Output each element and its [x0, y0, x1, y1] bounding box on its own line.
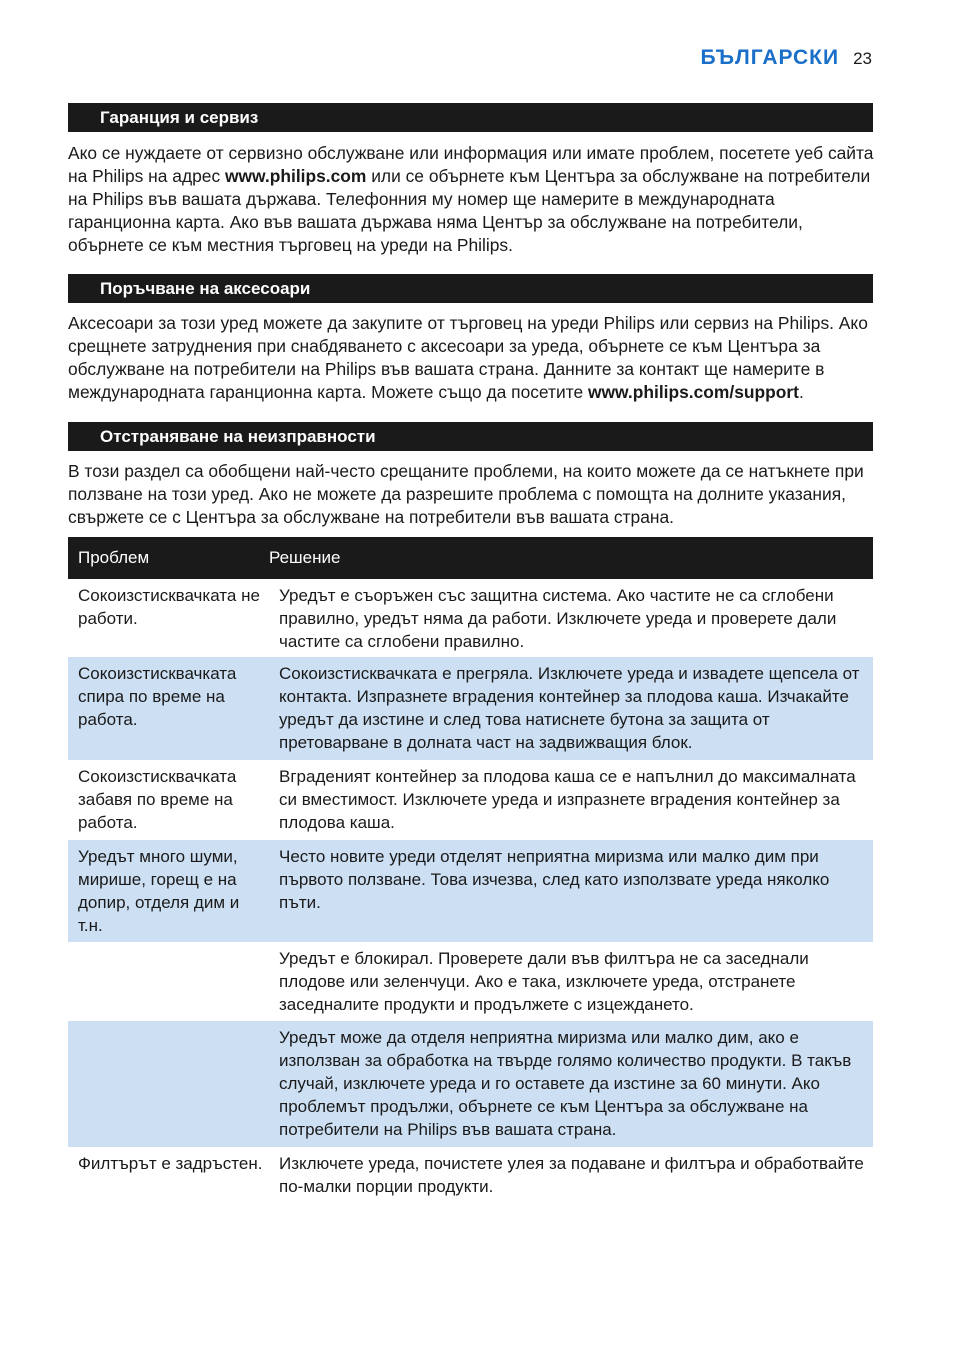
- table-row: [68, 579, 873, 657]
- problem-cell: [68, 1027, 269, 1147]
- accessories-link[interactable]: www.philips.com/support: [587, 381, 799, 402]
- solution-cell: Уредът може да отделя неприятна миризма или малко дим, ако е използван за обработка на твърде голямо количество продукти. В такъв случай, изключете уреда и го оставете да изстине за 60 минути. Ако проблемът продължи, обърнете се към Центъра за обслужване на потребители на Philips във вашата страна.: [279, 1028, 852, 1139]
- accessories-text-a: Аксесоари за този уред можете да закупите от търговец на уреди Philips или сервиз на Philips. Ако срещнете затруднения при снабдяването с аксесоари за уреда, обърнете се към Центъра за обслужване на потребители на Philips във вашата страна. Данните за контакт ще намерите в международната гаранционна карта. Можете също да посетите: [68, 313, 868, 402]
- troubleshooting-intro: В този раздел са обобщени най-често срещаните проблеми, на които можете да се натъкнете при ползване на този уред. Ако не можете да разрешите проблема с помощта на долните указания, свържете се с Центъра за обслужване на потребители във вашата страна.: [68, 461, 864, 527]
- solution-cell: Сокоизстисквачката е прегряла. Изключете уреда и извадете щепсела от контакта. Изпразнете вградения контейнер за плодова каша. Изчакайте уредът да изстине и след това натиснете бутона за защита от претоварване в долната част на задвижващия блок.: [279, 664, 860, 752]
- solution-cell: Уредът е съоръжен със защитна система. Ако частите не са сглобени правилно, уредът няма да работи. Изключете уреда и проверете дали частите са сглобени правилно.: [279, 586, 837, 651]
- problem-cell: Уредът много шуми, мирише, горещ е на допир, отделя дим и т.н.: [78, 847, 240, 935]
- accessories-paragraph: [68, 312, 874, 404]
- troubleshooting-table: [68, 537, 873, 1207]
- section-title-accessories: Поръчване на аксесоари: [68, 274, 873, 303]
- header-problem: Проблем: [78, 548, 150, 567]
- table-header: [68, 537, 873, 579]
- table-row: [68, 1021, 873, 1147]
- guarantee-text-b: или се обърнете към Центъра за обслужване на потребители на Philips във вашата държава. Телефонния му номер ще намерите в международната гаранционна карта. Ако във вашата държава няма Център за обслужване на потребители, обърнете се към местния търговец на уреди на Philips.: [68, 165, 871, 255]
- header-solution: Решение: [269, 548, 341, 567]
- table-row: [68, 942, 873, 1021]
- section-title-troubleshooting: Отстраняване на неизправности: [68, 422, 873, 451]
- solution-cell: Често новите уреди отделят неприятна миризма или малко дим при първото ползване. Това изчезва, след като използвате уреда няколко пъти.: [279, 847, 830, 912]
- solution-cell: Изключете уреда, почистете улея за подаване и филтъра и обработвайте по-малки порции продукти.: [279, 1154, 864, 1196]
- guarantee-paragraph: [68, 142, 874, 257]
- solution-cell: Вграденият контейнер за плодова каша се е напълнил до максималната си вместимост. Изключете уреда и изпразнете вградения контейнер за плодова каша.: [279, 767, 856, 832]
- page-number: 23: [853, 49, 872, 68]
- problem-cell: Сокоизстисквачката забавя по време на работа.: [78, 767, 237, 832]
- guarantee-link[interactable]: www.philips.com: [224, 165, 367, 186]
- solution-cell: Уредът е блокирал. Проверете дали във филтъра не са заседнали плодове или зеленчуци. Ако е така, изключете уреда, отстранете заседналите продукти и продължете с изцеждането.: [279, 949, 809, 1014]
- guarantee-text-a: Ако се нуждаете от сервизно обслужване или информация или имате проблем, посетете уеб сайта на Philips на адрес: [68, 143, 874, 186]
- accessories-text-b: .: [798, 381, 804, 402]
- table-row: [68, 1147, 873, 1207]
- language-label: БЪЛГАРСКИ: [700, 46, 840, 69]
- page-header: [700, 46, 872, 70]
- problem-cell: Филтърът е задръстен.: [78, 1154, 263, 1173]
- table-row: [68, 760, 873, 840]
- section-title-guarantee: Гаранция и сервиз: [68, 103, 873, 132]
- table-row: [68, 840, 873, 942]
- problem-cell: Сокоизстисквачката спира по време на работа.: [78, 664, 237, 729]
- table-row: [68, 657, 873, 760]
- problem-cell: [68, 948, 269, 1021]
- problem-cell: Сокоизстисквачката не работи.: [78, 586, 260, 628]
